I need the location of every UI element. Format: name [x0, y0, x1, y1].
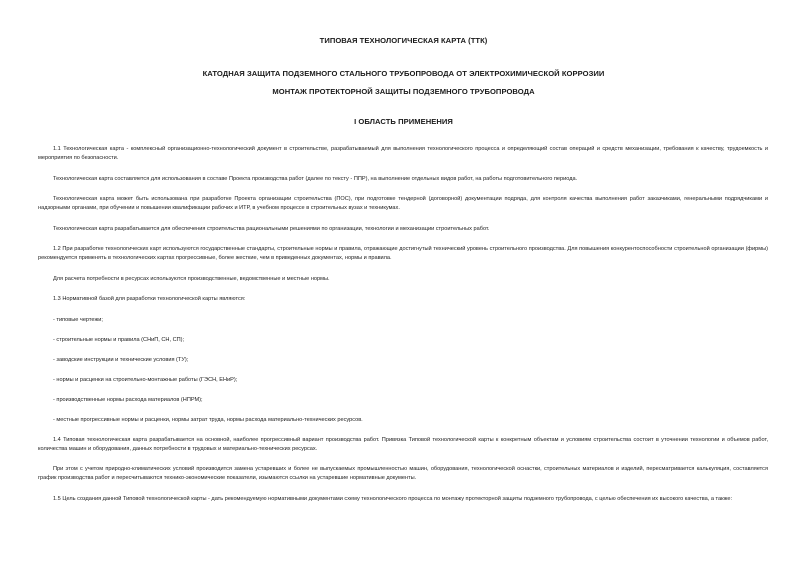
list-item: - нормы и расценки на строительно-монтажные работы (ГЭСН, ЕНиР); [53, 376, 238, 383]
list-item: - заводские инструкции и технические условия (ТУ); [53, 356, 189, 363]
paragraph-1-4: 1.4 Типовая технологическая карта разрабатывается на основной, наиболее прогрессивный вариант производства работ. Привязка Типовой технологической карты к конкретным объектам и условиям строительства состоит в уточнении технологии и объемов работ, количества машин и оборудования, данных потребности в трудовых и материально-технических ресурсах. [38, 436, 768, 452]
document-subtitle-2: МОНТАЖ ПРОТЕКТОРНОЙ ЗАЩИТЫ ПОДЗЕМНОГО ТРУБОПРОВОДА [272, 87, 535, 96]
section-heading: I ОБЛАСТЬ ПРИМЕНЕНИЯ [354, 117, 453, 126]
document-subtitle: КАТОДНАЯ ЗАЩИТА ПОДЗЕМНОГО СТАЛЬНОГО ТРУБОПРОВОДА ОТ ЭЛЕКТРОХИМИЧЕСКОЙ КОРРОЗИИ [202, 69, 605, 78]
paragraph-purpose: Технологическая карта разрабатывается для обеспечения строительства рациональными решениями по организации, технологии и механизации строительных работ. [53, 225, 490, 232]
paragraph-1-2: 1.2 При разработке технологических карт используются государственные стандарты, строительные нормы и правила, отражающие достигнутый технический уровень строительного производства. Для повышения конкурентоспособности строительной организации (фирмы) рекомендуется применять в технологических картах прогрессивные, более жесткие, чем в приведенных документах, нормы и правила. [38, 246, 768, 261]
paragraph-ppr: Технологическая карта составляется для использования в составе Проекта производства работ (далее по тексту - ППР), на выполнение отдельных видов работ, на работы подготовительного периода. [53, 175, 578, 182]
list-item: - типовые чертежи; [53, 316, 103, 323]
paragraph-1-3: 1.3 Нормативной базой для разработки технологической карты являются: [53, 296, 246, 302]
paragraph-1-1: 1.1 Технологическая карта - комплексный организационно-технологический документ в строительстве, разрабатываемый для выполнения технологического процесса и определяющий состав операций и средств механизации, требования к качеству, трудоемкость и мероприятия по безопасности. [38, 146, 768, 161]
list-item: - строительные нормы и правила (СНиП, СН, СП); [53, 336, 185, 343]
list-item: - производственные нормы расхода материалов (НПРМ); [53, 396, 203, 403]
list-item: - местные прогрессивные нормы и расценки, нормы затрат труда, нормы расхода материально-технических ресурсов. [53, 416, 363, 423]
paragraph-1-5: 1.5 Цель создания данной Типовой технологической карты - дать рекомендуемую нормативными документами схему технологического процесса по монтажу протекторной защиты подземного трубопровода, с целью обеспечения их высокого качества, а также: [53, 495, 733, 502]
paragraph-climate: При этом с учетом природно-климатических условий производится замена устаревших и более не выпускаемых промышленностью машин, оборудования, технологической оснастки, строительных материалов и изделий, пересматривается калькуляция, составляется график производства работ и пересчитываются технико-экономические показатели, изымаются ссылки на устаревшие нормативные документы. [38, 466, 768, 481]
document-body [38, 145, 768, 515]
document-title: ТИПОВАЯ ТЕХНОЛОГИЧЕСКАЯ КАРТА (ТТК) [319, 36, 488, 45]
paragraph-pos: Технологическая карта может быть использована при разработке Проекта организации строительства (ПОС), при подготовке тендерной (договорной) документации подряда, для контроля качества выполнения работ заказчиками, генеральными подрядчиками и надзорными органами, при обучении и повышении квалификации рабочих и ИТР, в учебном процессе в строительных вузах и техникумах. [38, 196, 768, 211]
paragraph-resources: Для расчета потребности в ресурсах используются производственные, ведомственные и местные нормы. [53, 275, 330, 282]
